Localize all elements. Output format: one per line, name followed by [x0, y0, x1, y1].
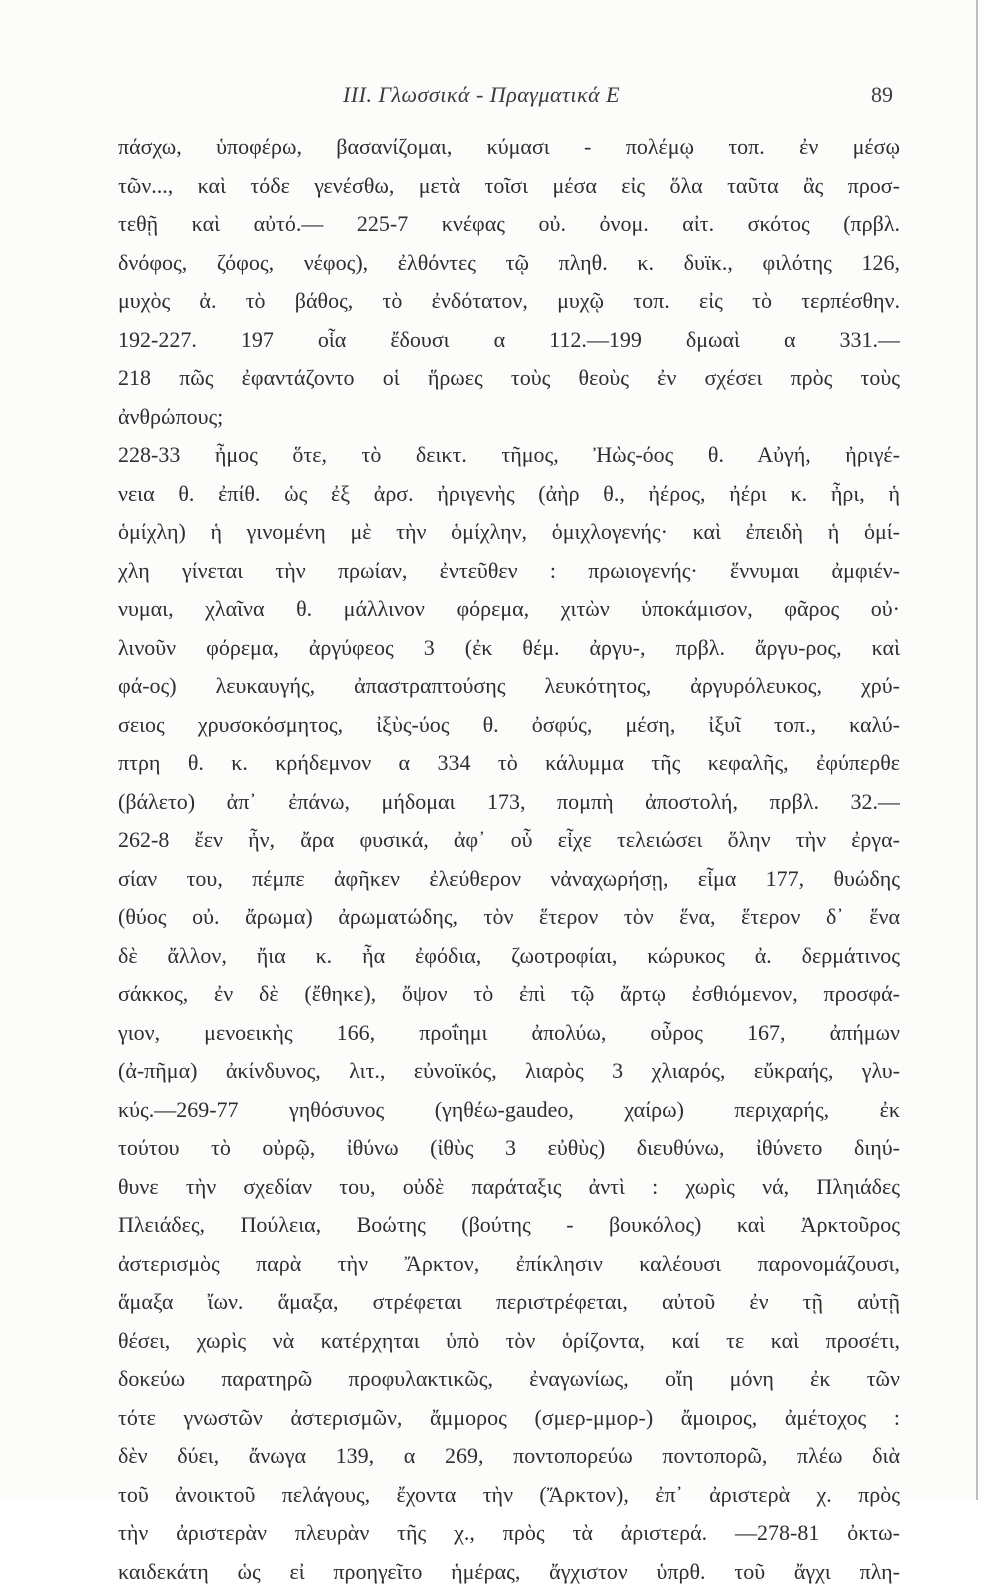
- text-line: τότε γνωστῶν ἀστερισμῶν, ἄμμορος (σμερ-μμορ-) ἄμοιρος, ἀμέτοχος :: [118, 1399, 900, 1438]
- page-number: 89: [871, 82, 893, 108]
- text-line: (βάλετο) ἀπ᾿ ἐπάνω, μήδομαι 173, πομπὴ ἀποστολή, πρβλ. 32.—: [118, 783, 900, 822]
- text-line: γιον, μενοεικὴς 166, προΐημι ἀπολύω, οὖρος 167, ἀπήμων: [118, 1014, 900, 1053]
- text-line: δνόφος, ζόφος, νέφος), ἐλθόντες τῷ πληθ. κ. δυϊκ., φιλότης 126,: [118, 244, 900, 283]
- text-line: πάσχω, ὑποφέρω, βασανίζομαι, κύμασι - πολέμῳ τοπ. ἐν μέσῳ: [118, 128, 900, 167]
- text-line: κύς.—269-77 γηθόσυνος (γηθέω-gaudeo, χαίρω) περιχαρής, ἐκ: [118, 1091, 900, 1130]
- text-line: καιδεκάτη ὡς εἰ προηγεῖτο ἡμέρας, ἄγχιστον ὑπρθ. τοῦ ἄγχι πλη-: [118, 1553, 900, 1591]
- text-line: 228-33 ἦμος ὅτε, τὸ δεικτ. τῆμος, Ἠὼς-όος θ. Αὐγή, ἠριγέ-: [118, 436, 900, 475]
- text-line: θυνε τὴν σχεδίαν του, οὐδὲ παράταξις ἀντὶ : χωρὶς νά, Πληιάδες: [118, 1168, 900, 1207]
- text-line: σάκκος, ἐν δὲ (ἔθηκε), ὄψον τὸ ἐπὶ τῷ ἄρτῳ ἐσθιόμενον, προσφά-: [118, 975, 900, 1014]
- body-text: [118, 128, 900, 1591]
- text-line: τῶν..., καὶ τόδε γενέσθω, μετὰ τοῖσι μέσα εἰς ὅλα ταῦτα ἂς προσ-: [118, 167, 900, 206]
- text-line: ὁμίχλη) ἡ γινομένη μὲ τὴν ὁμίχλην, ὁμιχλογενής· καὶ ἐπειδὴ ἡ ὁμί-: [118, 513, 900, 552]
- text-line: Πλειάδες, Πούλεια, Βοώτης (βούτης - βουκόλος) καὶ Ἀρκτοῦρος: [118, 1206, 900, 1245]
- text-line: ἅμαξα ἴων. ἅμαξα, στρέφεται περιστρέφεται, αὐτοῦ ἐν τῇ αὐτῇ: [118, 1283, 900, 1322]
- text-line: 218 πῶς ἐφαντάζοντο οἱ ἥρωες τοὺς θεοὺς ἐν σχέσει πρὸς τοὺς: [118, 359, 900, 398]
- text-line: τοῦ ἀνοικτοῦ πελάγους, ἔχοντα τὴν (Ἄρκτον), ἐπ᾿ ἀριστερὰ χ. πρὸς: [118, 1476, 900, 1515]
- text-line: σίαν του, πέμπε ἀφῆκεν ἐλεύθερον νἀναχωρήσῃ, εἷμα 177, θυώδης: [118, 860, 900, 899]
- text-line: λινοῦν φόρεμα, ἀργύφεος 3 (ἐκ θέμ. ἀργυ-, πρβλ. ἄργυ-ρος, καὶ: [118, 629, 900, 668]
- running-head: III. Γλωσσικά - Πραγματικά Ε: [343, 82, 620, 108]
- text-line: μυχὸς ἀ. τὸ βάθος, τὸ ἐνδότατον, μυχῷ τοπ. εἰς τὸ τερπέσθην.: [118, 282, 900, 321]
- text-line: 262-8 ἔεν ἦν, ἄρα φυσικά, ἀφ᾿ οὗ εἶχε τελειώσει ὅλην τὴν ἐργα-: [118, 821, 900, 860]
- page-header: [118, 82, 893, 112]
- text-line: δοκεύω παρατηρῶ προφυλακτικῶς, ἐναγωνίως, οἴη μόνη ἐκ τῶν: [118, 1360, 900, 1399]
- text-line: 192-227. 197 οἷα ἔδουσι α 112.—199 δμωαὶ α 331.—: [118, 321, 900, 360]
- text-line: τὴν ἀριστερὰν πλευρὰν τῆς χ., πρὸς τὰ ἀριστερά. —278-81 ὀκτω-: [118, 1514, 900, 1553]
- text-line: νυμαι, χλαῖνα θ. μάλλινον φόρεμα, χιτὼν ὑποκάμισον, φᾶρος οὐ·: [118, 590, 900, 629]
- text-line: ἀστερισμὸς παρὰ τὴν Ἄρκτον, ἐπίκλησιν καλέουσι παρονομάζουσι,: [118, 1245, 900, 1284]
- text-line: νεια θ. ἐπίθ. ὡς ἐξ ἀρσ. ἠριγενὴς (ἀὴρ θ., ἠέρος, ἠέρι κ. ἦρι, ἡ: [118, 475, 900, 514]
- text-line: δὲ ἄλλον, ἤια κ. ἦα ἐφόδια, ζωοτροφίαι, κώρυκος ἀ. δερμάτινος: [118, 937, 900, 976]
- text-line: χλη γίνεται τὴν πρωίαν, ἐντεῦθεν : πρωιογενής· ἕννυμαι ἀμφιέν-: [118, 552, 900, 591]
- text-line: ἀνθρώπους;: [118, 398, 900, 437]
- text-line: πτρη θ. κ. κρήδεμνον α 334 τὸ κάλυμμα τῆς κεφαλῆς, ἐφύπερθε: [118, 744, 900, 783]
- page-edge-line: [976, 0, 978, 1500]
- text-line: τεθῇ καὶ αὐτό.— 225-7 κνέφας οὐ. ὀνομ. αἰτ. σκότος (πρβλ.: [118, 205, 900, 244]
- text-line: (ἀ-πῆμα) ἀκίνδυνος, λιτ., εὐνοϊκός, λιαρὸς 3 χλιαρός, εὔκραής, γλυ-: [118, 1052, 900, 1091]
- text-line: θέσει, χωρὶς νὰ κατέρχηται ὑπὸ τὸν ὁρίζοντα, καί τε καὶ προσέτι,: [118, 1322, 900, 1361]
- text-line: φά-ος) λευκαυγής, ἀπαστραπτούσης λευκότητος, ἀργυρόλευκος, χρύ-: [118, 667, 900, 706]
- text-line: σειος χρυσοκόσμητος, ἰξὺς-ύος θ. ὀσφύς, μέση, ἰξυῖ τοπ., καλύ-: [118, 706, 900, 745]
- text-line: (θύος οὐ. ἄρωμα) ἀρωματώδης, τὸν ἕτερον τὸν ἕνα, ἕτερον δ᾿ ἕνα: [118, 898, 900, 937]
- text-line: τούτου τὸ οὐρῷ, ἰθύνω (ἰθὺς 3 εὐθὺς) διευθύνω, ἰθύνετο διηύ-: [118, 1129, 900, 1168]
- text-line: δὲν δύει, ἄνωγα 139, α 269, ποντοπορεύω ποντοπορῶ, πλέω διὰ: [118, 1437, 900, 1476]
